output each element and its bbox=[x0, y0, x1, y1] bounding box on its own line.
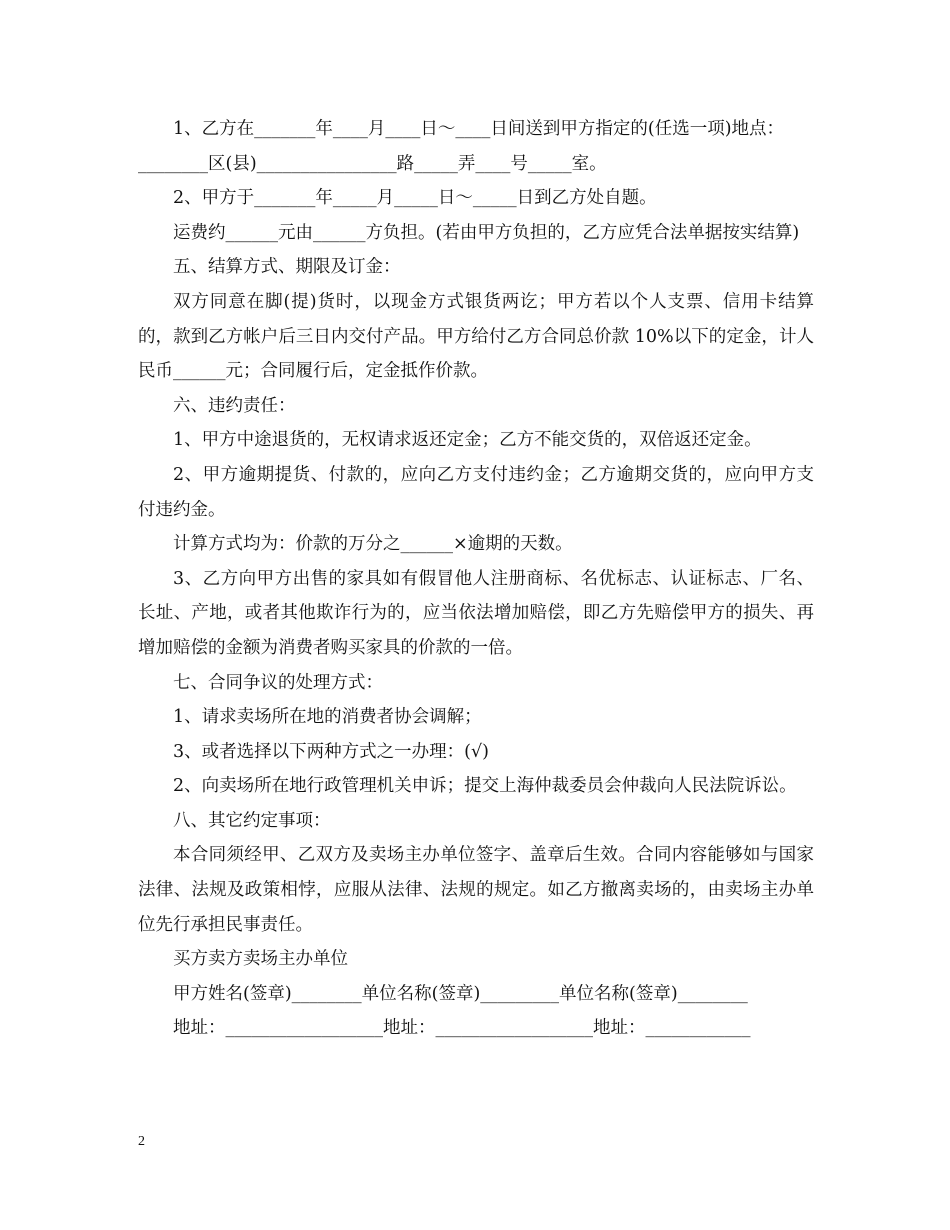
paragraph: 运费约______元由______方负担。(若由甲方负担的，乙方应凭合法单据按实结算) bbox=[173, 222, 800, 243]
paragraph: 1、甲方中途退货的，无权请求返还定金；乙方不能交货的，双倍返还定金。 bbox=[173, 430, 762, 451]
paragraph: 3、或者选择以下两种方式之一办理：(√) bbox=[173, 741, 489, 762]
paragraph: 双方同意在脚(提)货时，以现金方式银货两讫；甲方若以个人支票、信用卡结算的，款到乙方帐户后三日内交付产品。甲方给付乙方合同总价款 10%以下的定金，计人民币______元；合同履行后，定金抵作价款。 bbox=[138, 291, 814, 382]
paragraph: 本合同须经甲、乙双方及卖场主办单位签字、盖章后生效。合同内容能够如与国家法律、法规及政策相悖，应服从法律、法规的规定。如乙方撤离卖场的，由卖场主办单位先行承担民事责任。 bbox=[138, 845, 814, 935]
paragraph: 3、乙方向甲方出售的家具如有假冒他人注册商标、名优标志、认证标志、厂名、长址、产地，或者其他欺诈行为的，应当依法增加赔偿，即乙方先赔偿甲方的损失、再增加赔偿的金额为消费者购买家具的价款的一倍。 bbox=[138, 568, 814, 658]
page-number: 2 bbox=[138, 1134, 145, 1149]
paragraph: ________区(县)________________路_____弄____号_____室。 bbox=[138, 153, 607, 174]
paragraph: 六、违约责任： bbox=[173, 395, 296, 416]
paragraph: 2、向卖场所在地行政管理机关申诉；提交上海仲裁委员会仲裁向人民法院诉讼。 bbox=[173, 776, 797, 797]
paragraph: 2、甲方于_______年_____月_____日～_____日到乙方处自题。 bbox=[173, 188, 657, 209]
paragraph: 2、甲方逾期提货、付款的，应向乙方支付违约金；乙方逾期交货的，应向甲方支付违约金。 bbox=[138, 464, 814, 520]
paragraph: 地址：__________________地址：__________________地址：____________ bbox=[173, 1018, 751, 1039]
paragraph: 买方卖方卖场主办单位 bbox=[173, 949, 348, 970]
paragraph: 计算方式均为：价款的万分之______×逾期的天数。 bbox=[173, 534, 573, 555]
paragraph: 1、乙方在_______年____月____日～____日间送到甲方指定的(任选一项)地点： bbox=[173, 119, 785, 139]
paragraph: 1、请求卖场所在地的消费者协会调解； bbox=[173, 707, 482, 728]
document-body bbox=[138, 112, 814, 1046]
paragraph: 八、其它约定事项： bbox=[173, 810, 331, 831]
paragraph: 五、结算方式、期限及订金： bbox=[173, 257, 401, 278]
paragraph: 七、合同争议的处理方式： bbox=[173, 672, 383, 693]
paragraph: 甲方姓名(签章)________单位名称(签章)_________单位名称(签章)________ bbox=[173, 983, 748, 1004]
